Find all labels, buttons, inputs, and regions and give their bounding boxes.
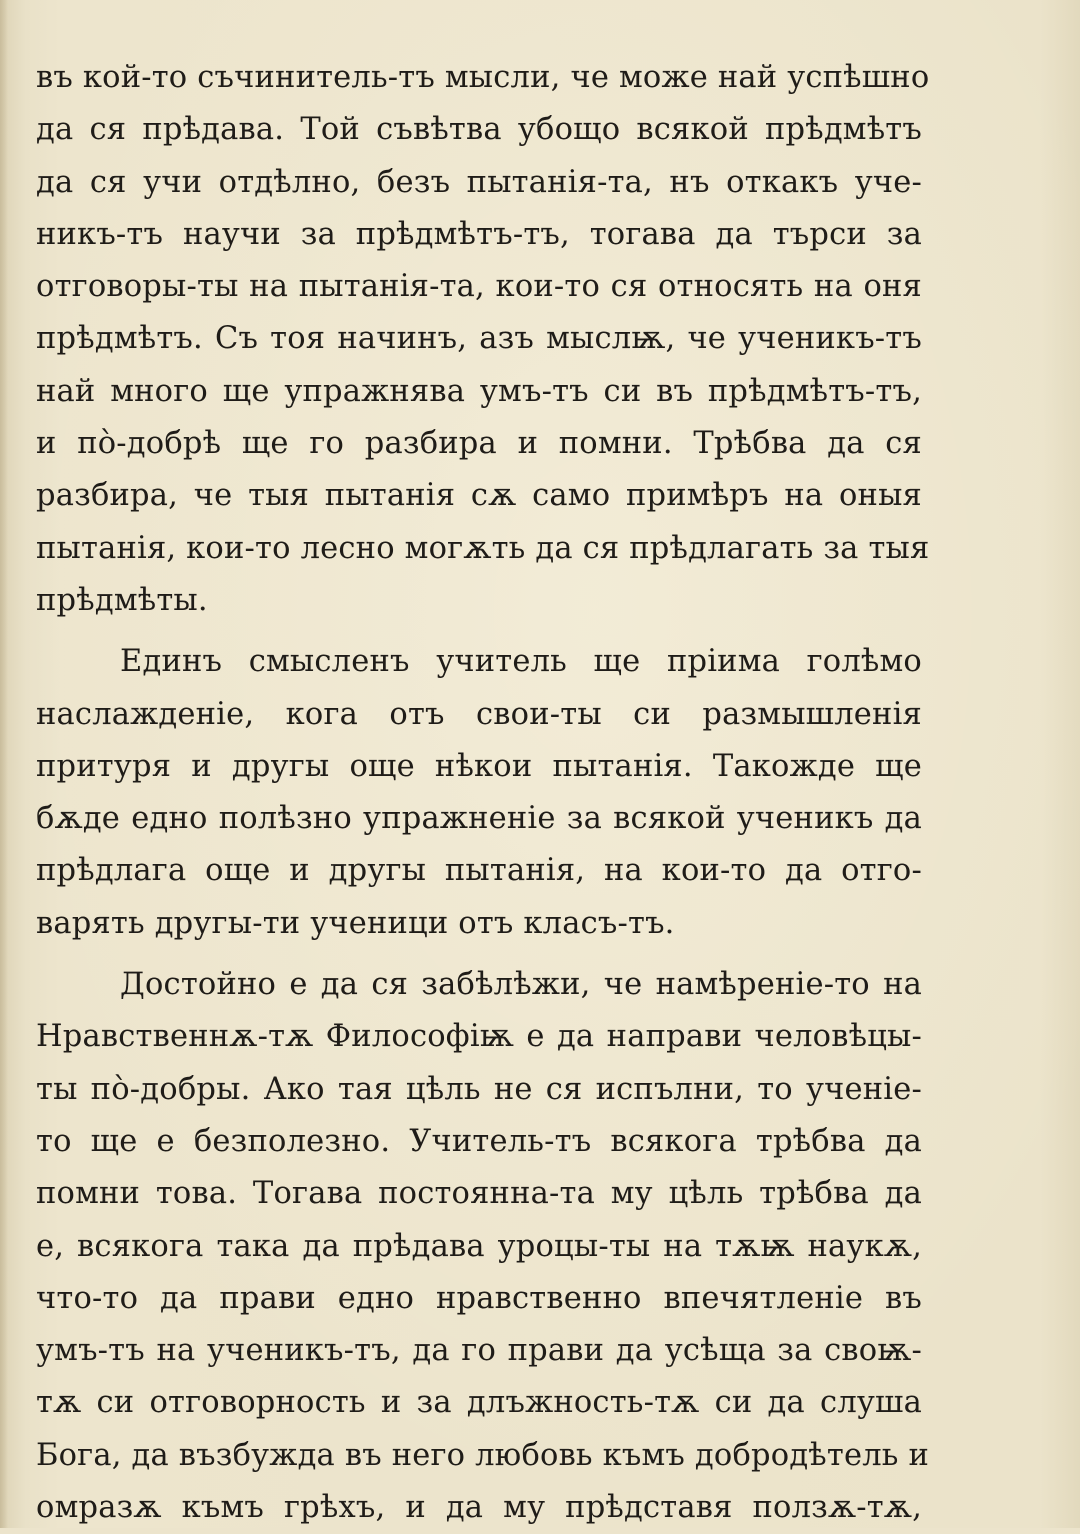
page-gutter-edge xyxy=(0,0,8,1528)
text-line: пытанія, кои-то лесно могѫть да ся прѣдлагать за тыя xyxy=(36,530,930,566)
text-line: то ще е безполезно. Учитель-тъ всякога трѣбва да xyxy=(36,1123,922,1159)
text-line: что-то да прави едно нравственно впечятленіе въ xyxy=(36,1280,922,1316)
text-line: отговоры-ты на пытанія-та, кои-то ся относять на оня xyxy=(36,269,922,305)
text-line: прѣдлага още и другы пытанія, на кои-то да отго- xyxy=(36,853,922,889)
text-line: въ кой-то съчинитель-тъ мысли, че може най успѣшно xyxy=(36,60,930,95)
text-line: да ся прѣдава. Той съвѣтва убощо всякой прѣдмѣтъ xyxy=(36,112,922,148)
paragraph-3 xyxy=(36,959,930,1534)
text-line: бѫде едно полѣзно упражненіе за всякой ученикъ да xyxy=(36,801,922,837)
text-line: Достойно е да ся забѣлѣжи, че намѣреніе-то на xyxy=(120,967,922,1003)
paragraph-1 xyxy=(36,52,930,627)
text-line: никъ-тъ научи за прѣдмѣтъ-тъ, тогава да търси за xyxy=(36,216,922,252)
text-line: прѣдмѣтъ. Съ тоя начинъ, азъ мыслѭ, че ученикъ-тъ xyxy=(36,321,922,357)
text-line: най много ще упражнява умъ-тъ си въ прѣдмѣтъ-тъ, xyxy=(36,373,922,409)
paragraph-2 xyxy=(36,636,922,950)
text-line: притуря и другы още нѣкои пытанія. Такожде ще xyxy=(36,748,922,784)
text-line: наслажденіе, кога отъ свои-ты си размышленія xyxy=(36,696,922,732)
text-line: да ся учи отдѣлно, безъ пытанія-та, нъ откакъ уче- xyxy=(36,164,922,200)
paragraph-gap xyxy=(36,950,922,959)
text-line: омразѫ къмъ грѣхъ, и да му прѣдставя ползѫ-тѫ, xyxy=(36,1490,922,1526)
text-line: тѫ си отговорность и за длъжность-тѫ си да слуша xyxy=(36,1385,922,1421)
text-line: и пò-добрѣ ще го разбира и помни. Трѣбва да ся xyxy=(36,426,922,462)
text-line: Единъ смысленъ учитель ще пріима голѣмо xyxy=(120,644,922,680)
text-line: разбира, че тыя пытанія сѫ само примѣръ на оныя xyxy=(36,478,922,514)
text-line: помни това. Тогава постоянна-та му цѣль трѣбва да xyxy=(36,1176,922,1212)
text-line: прѣдмѣты. xyxy=(36,582,208,618)
text-line: Нравственнѫ-тѫ Философіѭ е да направи человѣцы- xyxy=(36,1019,922,1055)
text-line: ты пò-добры. Ако тая цѣль не ся испълни, то ученіе- xyxy=(36,1071,922,1107)
text-line: Бога, да възбужда въ него любовь къмъ добродѣтель и xyxy=(36,1437,930,1473)
page-text xyxy=(36,52,930,1534)
text-line: е, всякога така да прѣдава уроцы-ты на тѫѭ наукѫ, xyxy=(36,1228,922,1264)
text-line: умъ-тъ на ученикъ-тъ, да го прави да усѣща за своѭ- xyxy=(36,1333,922,1369)
text-line: варять другы-ти ученици отъ класъ-тъ. xyxy=(36,905,675,941)
paragraph-gap xyxy=(36,627,922,636)
